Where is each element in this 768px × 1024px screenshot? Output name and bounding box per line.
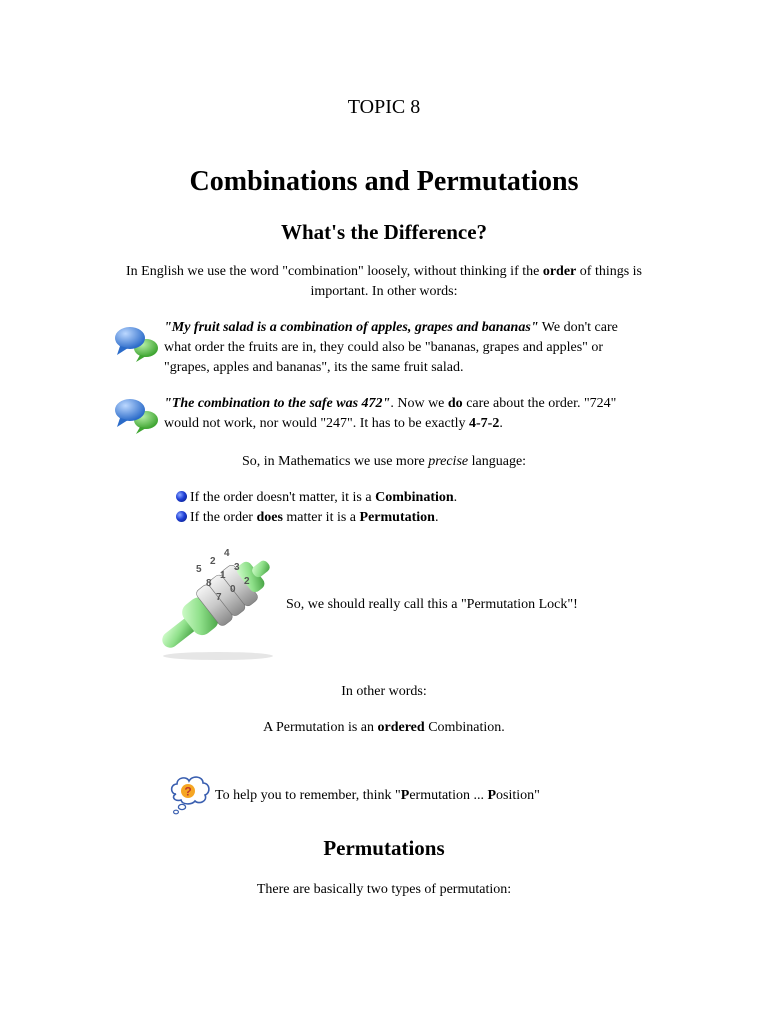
thought-cloud-icon (168, 774, 214, 816)
lock-digit: 1 (220, 570, 226, 581)
math-line-text-2: language: (468, 454, 527, 469)
list-item-text: If the order (190, 510, 257, 525)
safe-text-2: care about the order. "724" would not work, nor would "247". It has to be exactly (164, 396, 617, 431)
list-item (176, 488, 596, 508)
list-item-end: . (453, 490, 458, 505)
topic-label: TOPIC 8 (347, 96, 421, 118)
list-item-text-mid: matter it is a (282, 510, 360, 525)
page-title: Combinations and Permutations (189, 166, 579, 197)
remember-text-1: To help you to remember, think " (215, 788, 401, 803)
list-item-bold: Combination (375, 490, 454, 505)
permutation-types-line: There are basically two types of permutation: (256, 882, 512, 897)
math-line-text-1: So, in Mathematics we use more (241, 454, 429, 469)
lock-caption: So, we should really call this a "Permutation Lock"! (286, 597, 578, 612)
lock-digit: 7 (216, 592, 222, 603)
safe-text-1: . Now we (390, 396, 448, 411)
safe-bold-do: do (447, 396, 463, 411)
list-item-end: . (434, 510, 439, 525)
ordered-text-1: A Permutation is an (263, 720, 378, 735)
lock-digit: 2 (210, 556, 216, 567)
question-mark-glyph: ? (184, 784, 192, 799)
list-item-bold: Permutation (359, 510, 435, 525)
other-words-line: In other words: (341, 684, 427, 699)
safe-quote: "The combination to the safe was 472" (164, 396, 391, 411)
safe-text-3: . (499, 416, 503, 431)
remember-text-3: osition" (496, 788, 540, 803)
permutations-heading: Permutations (323, 836, 445, 860)
section-subtitle: What's the Difference? (280, 220, 488, 244)
lock-digit: 2 (244, 576, 250, 587)
fruit-salad-paragraph (164, 318, 648, 378)
list-item (176, 508, 596, 528)
remember-bold-p1: P (400, 788, 410, 803)
combination-lock-image (148, 544, 284, 660)
safe-combination-paragraph (164, 394, 648, 434)
lock-digit: 3 (234, 562, 240, 573)
intro-paragraph (120, 262, 648, 302)
remember-bold-p2: P (487, 788, 497, 803)
ordered-bold: ordered (377, 720, 425, 735)
safe-bold-472: 4-7-2 (469, 416, 500, 431)
speech-bubble-icon (112, 394, 162, 436)
intro-text-1: In English we use the word "combination" loosely, without thinking if the (125, 264, 543, 279)
intro-text-2: of things is important. In other words: (310, 264, 643, 299)
bullet-icon (176, 491, 187, 502)
remember-text-2: ermutation ... (409, 788, 488, 803)
speech-bubble-icon (112, 322, 162, 364)
ordered-text-2: Combination. (424, 720, 505, 735)
lock-digit: 4 (224, 548, 230, 559)
list-item-bold-does: does (256, 510, 283, 525)
fruit-salad-text: We don't care what order the fruits are in, they could also be "bananas, grapes and apples" or "grapes, apples and bananas", its the same fruit salad. (164, 320, 618, 375)
lock-digit: 0 (230, 584, 236, 595)
lock-digit: 5 (196, 564, 202, 575)
bullet-icon (176, 511, 187, 522)
fruit-salad-quote: "My fruit salad is a combination of apples, grapes and bananas" (164, 320, 539, 335)
remember-tip (215, 786, 655, 806)
math-line-italic-precise: precise (428, 454, 469, 469)
math-language-line (0, 452, 768, 472)
list-item-text: If the order doesn't matter, it is a (190, 490, 376, 505)
intro-bold-order: order (542, 264, 577, 279)
ordered-combination-line (0, 718, 768, 738)
lock-digit: 8 (206, 578, 212, 589)
